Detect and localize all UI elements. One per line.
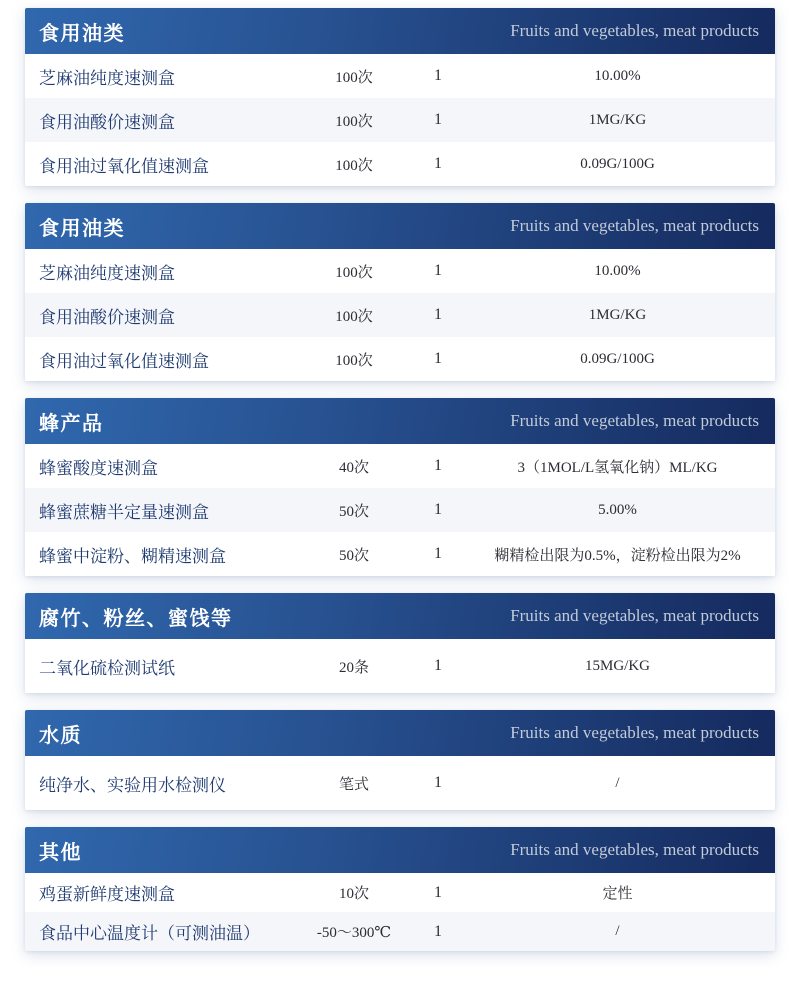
section-block-others [25, 827, 775, 951]
product-name: 鸡蛋新鲜度速测盒 [39, 885, 175, 904]
section-header [25, 710, 775, 756]
product-spec: 20条 [338, 659, 369, 676]
product-limit-value: 10.00% [594, 262, 641, 279]
product-limit-value: 1MG/KG [588, 111, 647, 128]
section-title: 食用油类 [39, 22, 125, 45]
table-row [25, 293, 775, 337]
product-spec: 100次 [335, 69, 373, 86]
table-row [25, 444, 775, 488]
product-limit-value: / [615, 923, 620, 939]
product-limit-value: 0.09G/100G [580, 155, 655, 172]
product-qty: 1 [434, 501, 442, 518]
product-qty: 1 [434, 111, 442, 128]
product-qty: 1 [434, 883, 442, 901]
table-row [25, 756, 775, 810]
product-limit-value: 1MG/KG [588, 306, 647, 323]
table-row [25, 249, 775, 293]
table-row [25, 639, 775, 693]
product-spec: -50～300℃ [316, 925, 392, 941]
section-header-right-label: Fruits and vegetables, meat products [510, 606, 759, 625]
section-title: 蜂产品 [39, 412, 104, 435]
product-name: 蜂蜜酸度速测盒 [39, 458, 158, 478]
product-spec: 100次 [335, 264, 373, 281]
product-limit-value: 3（1MOL/L氢氧化钠）ML/KG [517, 459, 718, 476]
section-title: 其他 [39, 841, 82, 864]
section-block-edible-oil-2 [25, 203, 775, 381]
table-row [25, 873, 775, 912]
section-header-right-label: Fruits and vegetables, meat products [510, 840, 759, 859]
product-name: 二氧化硫检测试纸 [39, 658, 175, 678]
product-qty: 1 [434, 657, 442, 674]
product-qty: 1 [434, 457, 442, 474]
section-title: 水质 [39, 724, 82, 747]
product-qty: 1 [434, 155, 442, 172]
product-name: 食用油酸价速测盒 [39, 307, 175, 327]
table-row [25, 488, 775, 532]
section-block-dried-foods [25, 593, 775, 693]
product-qty: 1 [434, 922, 442, 940]
product-name: 芝麻油纯度速测盒 [39, 263, 175, 283]
product-limit-value: 5.00% [598, 501, 637, 518]
product-spec: 10次 [338, 886, 369, 902]
product-name: 芝麻油纯度速测盒 [39, 68, 175, 88]
section-block-bee-products [25, 398, 775, 576]
section-header [25, 8, 775, 54]
section-header [25, 398, 775, 444]
product-limit-value: 定性 [602, 886, 633, 902]
table-row [25, 142, 775, 186]
product-spec: 100次 [335, 308, 373, 325]
section-block-water-quality [25, 710, 775, 810]
product-spec: 50次 [338, 547, 369, 564]
product-qty: 1 [434, 67, 442, 84]
product-name: 食用油过氧化值速测盒 [39, 351, 209, 371]
product-spec: 100次 [335, 113, 373, 130]
product-qty: 1 [434, 545, 442, 562]
product-spec: 40次 [338, 459, 369, 476]
product-limit-value: 糊精检出限为0.5%，淀粉检出限为2% [494, 547, 741, 564]
section-header [25, 593, 775, 639]
product-limit-value: 15MG/KG [584, 657, 650, 674]
product-spec: 笔式 [338, 776, 369, 793]
product-qty: 1 [434, 306, 442, 323]
product-spec: 100次 [335, 157, 373, 174]
table-row [25, 337, 775, 381]
product-limit-value: 0.09G/100G [580, 350, 655, 367]
section-title: 腐竹、粉丝、蜜饯等 [39, 607, 233, 630]
product-qty: 1 [434, 774, 442, 791]
product-qty: 1 [434, 350, 442, 367]
section-header-right-label: Fruits and vegetables, meat products [510, 216, 759, 235]
table-row [25, 54, 775, 98]
product-name: 食用油过氧化值速测盒 [39, 156, 209, 176]
product-name: 蜂蜜蔗糖半定量速测盒 [39, 502, 209, 522]
section-header-right-label: Fruits and vegetables, meat products [510, 411, 759, 430]
product-name: 食品中心温度计（可测油温） [39, 924, 260, 943]
table-row [25, 98, 775, 142]
product-name: 蜂蜜中淀粉、糊精速测盒 [39, 546, 226, 566]
section-title: 食用油类 [39, 217, 125, 240]
product-name: 纯净水、实验用水检测仪 [39, 775, 226, 795]
section-header [25, 827, 775, 873]
section-header-right-label: Fruits and vegetables, meat products [510, 723, 759, 742]
product-limit-value: 10.00% [594, 67, 641, 84]
product-qty: 1 [434, 262, 442, 279]
product-spec: 50次 [338, 503, 369, 520]
section-header-right-label: Fruits and vegetables, meat products [510, 21, 759, 40]
section-header [25, 203, 775, 249]
section-block-edible-oil-1 [25, 8, 775, 186]
product-spec: 100次 [335, 352, 373, 369]
table-row [25, 912, 775, 951]
product-limit-value: / [615, 774, 620, 791]
table-row [25, 532, 775, 576]
product-name: 食用油酸价速测盒 [39, 112, 175, 132]
